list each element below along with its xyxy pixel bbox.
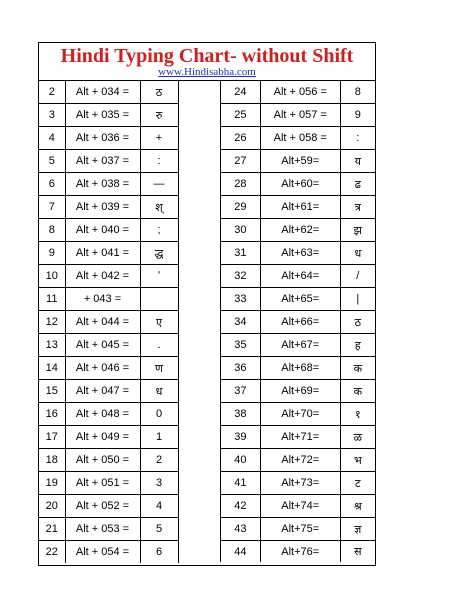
alt-code: Alt+61=	[260, 196, 340, 219]
row-number: 21	[39, 518, 65, 541]
table-row	[39, 426, 178, 449]
table-row	[39, 472, 178, 495]
hindi-character: 1	[140, 426, 178, 449]
hindi-character: ह	[340, 334, 375, 357]
alt-code: Alt+71=	[260, 426, 340, 449]
row-number: 29	[221, 196, 261, 219]
hindi-character: ʹ	[140, 265, 178, 288]
row-number: 3	[39, 104, 65, 127]
hindi-character: श्	[140, 196, 178, 219]
hindi-character: भ	[340, 449, 375, 472]
table-row	[221, 311, 376, 334]
table-row	[221, 242, 376, 265]
alt-code: Alt+65=	[260, 288, 340, 311]
row-number: 37	[221, 380, 261, 403]
alt-code: Alt + 057 =	[260, 104, 340, 127]
row-number: 5	[39, 150, 65, 173]
hindi-character: 6	[140, 541, 178, 564]
table-row	[221, 81, 376, 104]
row-number: 27	[221, 150, 261, 173]
hindi-character: ए	[140, 311, 178, 334]
table-row	[39, 265, 178, 288]
table-row	[39, 196, 178, 219]
hindi-character: ठ	[140, 81, 178, 104]
alt-code: Alt + 040 =	[65, 219, 140, 242]
row-number: 16	[39, 403, 65, 426]
table-row	[39, 81, 178, 104]
alt-code: Alt+68=	[260, 357, 340, 380]
hindi-character: य	[340, 150, 375, 173]
row-number: 18	[39, 449, 65, 472]
table-row	[221, 288, 376, 311]
alt-code: Alt + 056 =	[260, 81, 340, 104]
table-row	[221, 265, 376, 288]
hindi-character: क	[340, 357, 375, 380]
row-number: 28	[221, 173, 261, 196]
alt-code: Alt+62=	[260, 219, 340, 242]
table-row	[39, 357, 178, 380]
alt-code: Alt+70=	[260, 403, 340, 426]
table-row	[221, 403, 376, 426]
row-number: 22	[39, 541, 65, 564]
alt-code: Alt + 050 =	[65, 449, 140, 472]
table-row	[39, 403, 178, 426]
alt-code: Alt + 044 =	[65, 311, 140, 334]
table-row	[221, 426, 376, 449]
table-row	[39, 380, 178, 403]
hindi-character: ढ	[340, 173, 375, 196]
hindi-character: द्ध	[140, 242, 178, 265]
table-row	[39, 518, 178, 541]
row-number: 40	[221, 449, 261, 472]
table-row	[221, 173, 376, 196]
row-number: 44	[221, 541, 261, 563]
alt-code: Alt + 042 =	[65, 265, 140, 288]
row-number: 34	[221, 311, 261, 334]
row-number: 20	[39, 495, 65, 518]
hindi-character: १	[340, 403, 375, 426]
alt-code: Alt+72=	[260, 449, 340, 472]
alt-code: Alt + 047 =	[65, 380, 140, 403]
hindi-character: ट	[340, 472, 375, 495]
row-number: 11	[39, 288, 65, 311]
alt-code: + 043 =	[65, 288, 140, 311]
hindi-character: 9	[340, 104, 375, 127]
table-row	[221, 150, 376, 173]
chart-columns	[39, 81, 375, 565]
row-number: 12	[39, 311, 65, 334]
table-row	[221, 104, 376, 127]
table-row	[221, 380, 376, 403]
row-number: 36	[221, 357, 261, 380]
alt-code: Alt + 058 =	[260, 127, 340, 150]
row-number: 38	[221, 403, 261, 426]
alt-code: Alt+64=	[260, 265, 340, 288]
hindi-character: रु	[140, 104, 178, 127]
hindi-character: /	[340, 265, 375, 288]
hindi-character: ठ	[340, 311, 375, 334]
table-row	[221, 518, 376, 541]
hindi-character: स	[340, 541, 375, 563]
hindi-character: ध	[140, 380, 178, 403]
hindi-character: 2	[140, 449, 178, 472]
table-row	[39, 449, 178, 472]
row-number: 32	[221, 265, 261, 288]
row-number: 2	[39, 81, 65, 104]
row-number: 7	[39, 196, 65, 219]
alt-code: Alt + 049 =	[65, 426, 140, 449]
alt-code: Alt + 037 =	[65, 150, 140, 173]
hindi-character: 3	[140, 472, 178, 495]
table-row	[39, 104, 178, 127]
hindi-character: झ	[340, 219, 375, 242]
hindi-character: ;	[140, 219, 178, 242]
right-code-table	[220, 81, 375, 562]
row-number: 33	[221, 288, 261, 311]
chart-header	[39, 43, 375, 81]
hindi-character	[140, 288, 178, 311]
table-row	[39, 219, 178, 242]
table-row	[39, 127, 178, 150]
row-number: 9	[39, 242, 65, 265]
alt-code: Alt+63=	[260, 242, 340, 265]
row-number: 4	[39, 127, 65, 150]
alt-code: Alt + 051 =	[65, 472, 140, 495]
hindi-character: 5	[140, 518, 178, 541]
alt-code: Alt+66=	[260, 311, 340, 334]
alt-code: Alt + 054 =	[65, 541, 140, 564]
alt-code: Alt+76=	[260, 541, 340, 563]
row-number: 17	[39, 426, 65, 449]
table-row	[39, 288, 178, 311]
table-row	[39, 311, 178, 334]
table-row	[221, 472, 376, 495]
table-row	[221, 495, 376, 518]
row-number: 6	[39, 173, 65, 196]
table-row	[221, 541, 376, 563]
table-row	[221, 449, 376, 472]
alt-code: Alt+69=	[260, 380, 340, 403]
table-row	[221, 334, 376, 357]
alt-code: Alt + 053 =	[65, 518, 140, 541]
hindi-character: .	[140, 334, 178, 357]
alt-code: Alt+73=	[260, 472, 340, 495]
alt-code: Alt + 046 =	[65, 357, 140, 380]
alt-code: Alt + 035 =	[65, 104, 140, 127]
website-link[interactable]: www.Hindisabha.com	[158, 66, 256, 78]
chart-title: Hindi Typing Chart- without Shift	[60, 45, 354, 67]
hindi-character: —	[140, 173, 178, 196]
table-row	[221, 196, 376, 219]
hindi-character: +	[140, 127, 178, 150]
alt-code: Alt + 041 =	[65, 242, 140, 265]
alt-code: Alt + 034 =	[65, 81, 140, 104]
table-row	[39, 541, 178, 564]
alt-code: Alt+60=	[260, 173, 340, 196]
row-number: 10	[39, 265, 65, 288]
hindi-character: 4	[140, 495, 178, 518]
alt-code: Alt+59=	[260, 150, 340, 173]
hindi-character: 8	[340, 81, 375, 104]
hindi-character: क	[340, 380, 375, 403]
hindi-character: ज्ञ	[340, 518, 375, 541]
column-gap	[178, 81, 220, 565]
row-number: 35	[221, 334, 261, 357]
hindi-character: :	[140, 150, 178, 173]
left-code-table	[39, 81, 179, 563]
alt-code: Alt + 048 =	[65, 403, 140, 426]
table-row	[221, 357, 376, 380]
table-row	[39, 495, 178, 518]
hindi-character: |	[340, 288, 375, 311]
alt-code: Alt + 039 =	[65, 196, 140, 219]
row-number: 15	[39, 380, 65, 403]
row-number: 24	[221, 81, 261, 104]
table-row	[39, 334, 178, 357]
row-number: 14	[39, 357, 65, 380]
row-number: 8	[39, 219, 65, 242]
alt-code: Alt + 038 =	[65, 173, 140, 196]
table-row	[39, 150, 178, 173]
row-number: 25	[221, 104, 261, 127]
table-row	[39, 242, 178, 265]
hindi-character: ळ	[340, 426, 375, 449]
row-number: 41	[221, 472, 261, 495]
hindi-character: ध	[340, 242, 375, 265]
alt-code: Alt+67=	[260, 334, 340, 357]
hindi-character: त्र	[340, 196, 375, 219]
row-number: 39	[221, 426, 261, 449]
table-row	[221, 219, 376, 242]
table-row	[221, 127, 376, 150]
row-number: 31	[221, 242, 261, 265]
alt-code: Alt + 045 =	[65, 334, 140, 357]
typing-chart	[38, 42, 376, 566]
row-number: 19	[39, 472, 65, 495]
hindi-character: 0	[140, 403, 178, 426]
alt-code: Alt + 052 =	[65, 495, 140, 518]
hindi-character: :	[340, 127, 375, 150]
row-number: 30	[221, 219, 261, 242]
alt-code: Alt + 036 =	[65, 127, 140, 150]
row-number: 42	[221, 495, 261, 518]
table-row	[39, 173, 178, 196]
row-number: 13	[39, 334, 65, 357]
row-number: 43	[221, 518, 261, 541]
alt-code: Alt+75=	[260, 518, 340, 541]
alt-code: Alt+74=	[260, 495, 340, 518]
hindi-character: श्र	[340, 495, 375, 518]
hindi-character: ण	[140, 357, 178, 380]
row-number: 26	[221, 127, 261, 150]
